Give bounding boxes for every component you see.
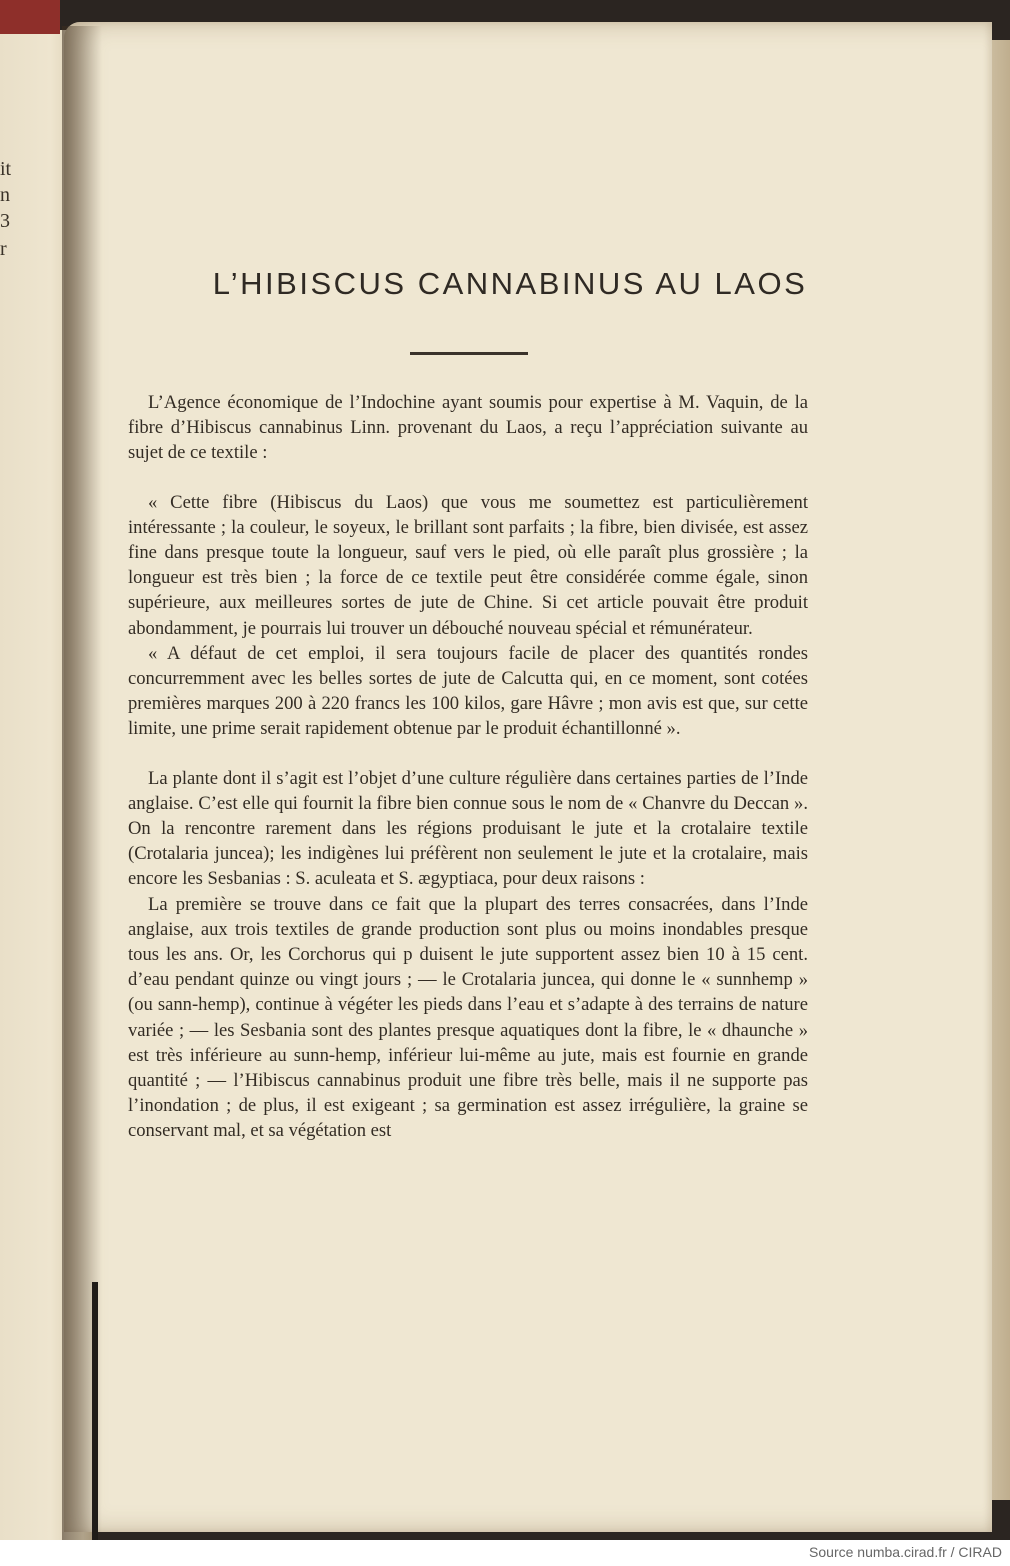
paragraph-quote-1: « Cette fibre (Hibiscus du Laos) que vous me soumettez est particulièrement intéressante ; la couleur, le soyeux, le brillant sont parfaits ; la fibre, bien divisée, est assez fine dans presque toute la longueur, sauf vers le pied, où elle paraît plus grossière ; la longueur est très bien ; la force de ce textile peut être considérée comme égale, sinon supérieure, aux meilleures sortes de jute de Chine. Si cet article pouvait être produit abondamment, je pourrais lui trouver un débouché nouveau spécial et rémunérateur. bbox=[128, 491, 808, 639]
left-page-fragment: it bbox=[0, 158, 12, 180]
source-credit: Source numba.cirad.fr / CIRAD bbox=[809, 1544, 1002, 1560]
left-page-fragment: n bbox=[0, 184, 10, 206]
paragraph-intro: L’Agence économique de l’Indochine ayant soumis pour expertise à M. Vaquin, de la fibre d’Hibiscus cannabinus Linn. provenant du Laos, a reçu l’appréciation suivante au sujet de ce textile : bbox=[128, 392, 808, 464]
right-page bbox=[64, 22, 992, 1532]
paragraph-plant: La plante dont il s’agit est l’objet d’une culture régulière dans certaines parties de l’Inde anglaise. C’est elle qui fournit la fibre bien connue sous le nom de « Chanvre du Deccan ». On la rencontre rarement dans les régions produisant le jute et la crotalaire textile (Crotalaria juncea); les indigènes lui préfèrent non seulement le jute et la crotalaire, mais encore les Sesbanias : S. aculeata et S. ægyptiaca, pour deux raisons : bbox=[128, 767, 808, 890]
left-page-fragment: 3 bbox=[0, 210, 10, 232]
left-page-fragment: r bbox=[0, 238, 7, 260]
paragraph-quote-2: « A défaut de cet emploi, il sera toujours facile de placer des quantités rondes concurremment avec les belles sortes de jute de Calcutta qui, en ce moment, sont cotées premières marques 200 à 220 francs les 100 kilos, gare Hâvre ; mon avis est que, sur cette limite, une prime serait rapidement obtenue par le produit échantillonné ». bbox=[128, 642, 808, 740]
paragraph-reasons: La première se trouve dans ce fait que la plupart des terres consacrées, dans l’Inde anglaise, aux trois textiles de grande production sont plus ou moins inondables presque tous les ans. Or, les Corchorus qui p duisent le jute supportent assez bien 10 à 15 cent. d’eau pendant quinze ou vingt jours ; — le Crotalaria juncea, qui donne le « sunnhemp » (ou sann-hemp), continue à végéter les pieds dans l’eau et s’adapte à des terrains de nature variée ; — les Sesbania sont des plantes presque aquatiques dont la fibre, le « dhaunche » est très inférieure au sunn-hemp, inférieur lui-même au jute, mais est fournie en grande quantité ; — l’Hibiscus cannabinus produit une fibre très belle, mais il ne supporte pas l’inondation ; de plus, il est exigeant ; sa germination est assez irrégulière, la graine se conservant mal, et sa végétation est bbox=[128, 893, 808, 1142]
article-title: L’HIBISCUS CANNABINUS AU LAOS bbox=[212, 266, 808, 301]
book-cover-corner bbox=[0, 0, 60, 34]
article-body bbox=[128, 390, 808, 1144]
spine-shadow bbox=[62, 26, 102, 1540]
title-rule bbox=[410, 352, 528, 355]
